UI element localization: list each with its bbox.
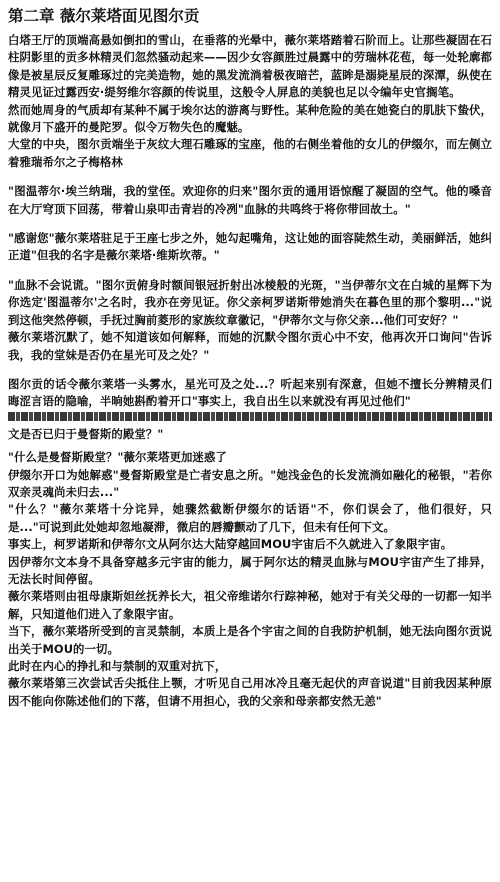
- paragraph-16: 当下，薇尔莱塔所受到的言灵禁制，本质上是各个宇宙之间的自我防护机制，她无法向图尔贡说出关于MOU的一切。: [8, 624, 492, 656]
- paragraph-3: 大堂的中央，图尔贡端坐于灰纹大理石雕琢的宝座，他的右侧坐着他的女儿的伊缀尔，而左侧立着雅瑞希尔之子梅格林: [8, 137, 492, 169]
- paragraph-1: 白塔王厅的顶端高悬如倒扣的雪山，在垂落的光晕中，薇尔莱塔踏着石阶而上。让那些凝固在石柱阴影里的贡多林精灵们忽然骚动起来——因少女容颜胜过晨露中的劳瑞林花苞，每一处轮廓都像是被星辰反复雕琢过的完美造物，她的黑发流淌着极夜暗芒，蓝眸是溺毙星辰的深潭，纵使在精灵见证过露西安·缇努维尔容颜的传说里，这般令人屏息的美貌也足以令编年史官搁笔。: [8, 33, 492, 100]
- paragraph-14: 因伊蒂尔文本身不具备穿越多元宇宙的能力，属于阿尔达的精灵血脉与MOU宇宙产生了排异，无法长时间停留。: [8, 554, 492, 586]
- paragraph-17: 此时在内心的挣扎和与禁制的双重对抗下，: [8, 659, 227, 673]
- paragraph-4: "图温蒂尔·埃兰纳瑞，我的堂侄。欢迎你的归来"图尔贡的通用语惊醒了凝固的空气。他的嗓音在大厅穹顶下回荡，带着山泉叩击青岩的冷冽"血脉的共鸣终于将你带回故土。": [8, 184, 492, 216]
- paragraph-10: "什么是曼督斯殿堂？"薇尔莱塔更加迷惑了: [8, 450, 227, 465]
- paragraph-18: 薇尔莱塔第三次尝试舌尖抵住上颚，才听见自己用冰冷且毫无起伏的声音说道"目前我因某种原因不能向你陈述他们的下落，但请不用担心，我的父亲和母亲都安然无恙": [8, 676, 492, 708]
- paragraph-9: 文是否已归于曼督斯的殿堂？": [8, 426, 164, 441]
- paragraph-7: 薇尔莱塔沉默了，她不知道该如何解释，而她的沉默令图尔贡心中不安，他再次开口询问"告诉我，我的堂妹是否仍在星光可及之处？": [8, 330, 492, 362]
- paragraph-12: "什么？"薇尔莱塔十分诧异，她骤然截断伊缀尔的话语"不，你们误会了，他们很好，只是..."可说到此处她却忽地凝滞，微启的唇瓣颤动了几下，但未有任何下文。: [8, 502, 492, 534]
- paragraph-2: 然而她周身的气质却有某种不属于埃尔达的游离与野性。某种危险的美在她瓷白的肌肤下蛰伏，就像月下盛开的曼陀罗。似令万物失色的魔魅。: [8, 102, 492, 135]
- paragraph-8: 图尔贡的话令薇尔莱塔一头雾水，星光可及之处...？听起来别有深意，但她不擅长分辨精灵们晦涩言语的隐喻，半晌她斟酌着开口"事实上，我自出生以来就没有再见过他们": [8, 376, 492, 409]
- scan-artifact: [8, 412, 492, 421]
- chapter-title: 第二章 薇尔莱塔面见图尔贡: [8, 6, 200, 25]
- paragraph-13: 事实上，柯罗诺斯和伊蒂尔文从阿尔达大陆穿越回MOU宇宙后不久就进入了象限宇宙。: [8, 537, 453, 552]
- paragraph-6: "血脉不会说谎。"图尔贡俯身时额间银冠折射出冰棱般的光斑，"当伊蒂尔文在白城的星辉下为你选定'图温蒂尔'之名时，我亦在旁见证。你父亲柯罗诺斯带她消失在暮色里的那个黎明..."说到这他突然停顿，手抚过胸前菱形的家族纹章徽记，"伊蒂尔文与你父亲...他们可安好？": [8, 277, 492, 327]
- paragraph-5: "感谢您"薇尔莱塔驻足于王座七步之外，她勾起嘴角，这让她的面容陡然生动，美丽鲜活，她纠正道"但我的名字是薇尔莱塔·维斯坎蒂。": [8, 231, 492, 263]
- paragraph-15: 薇尔莱塔则由祖母康斯妲丝抚养长大，祖父帝维诺尔行踪神秘，她对于有关父母的一切都一知半解，只知道他们进入了象限宇宙。: [8, 589, 492, 621]
- paragraph-11: 伊缀尔开口为她解惑"曼督斯殿堂是亡者安息之所。"她浅金色的长发流淌如融化的秘银，"若你双亲灵魂尚未归去...": [8, 467, 492, 499]
